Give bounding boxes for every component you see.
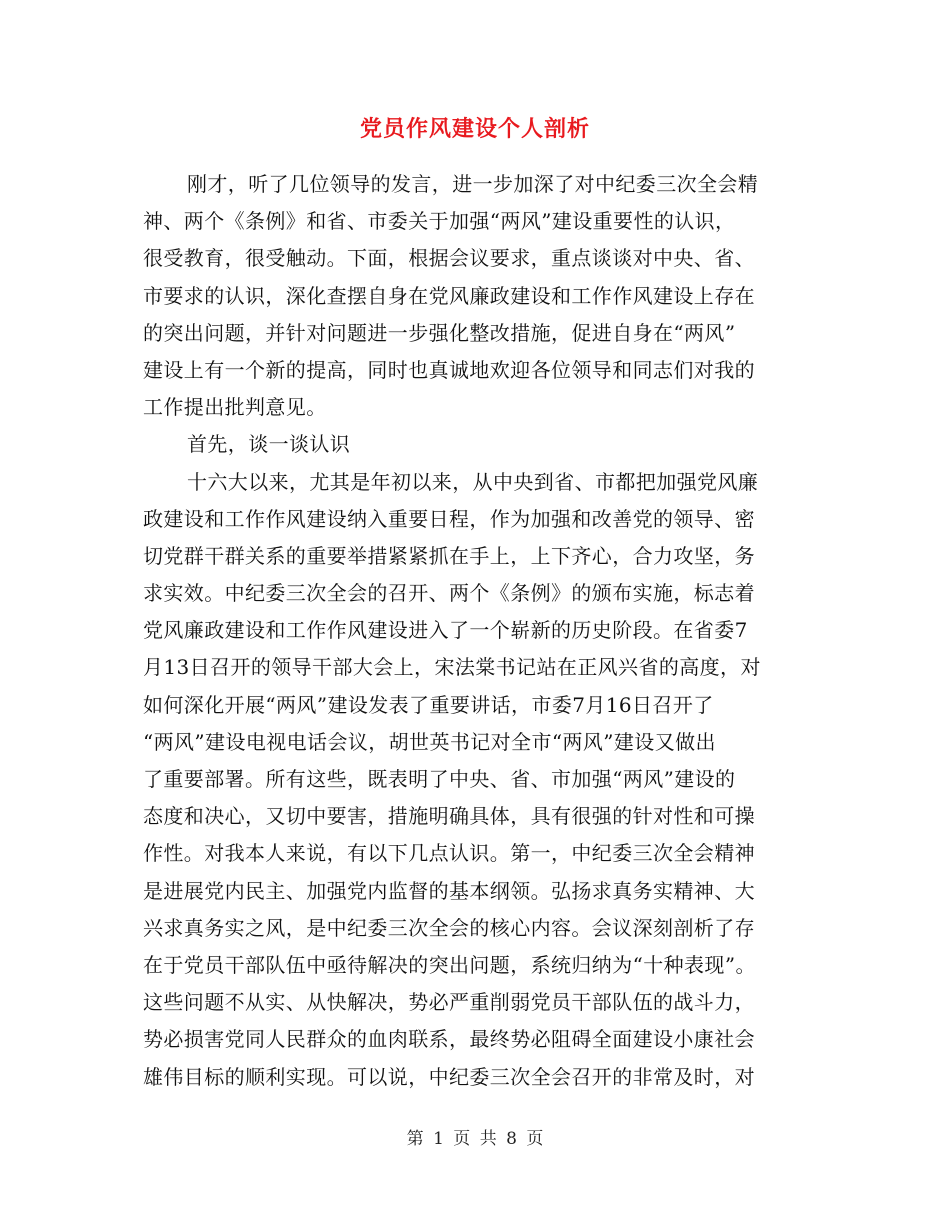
paragraph-line: 党风廉政建设和工作作风建设进入了一个崭新的历史阶段。在省委7: [143, 618, 748, 643]
paragraph-line: 建设上有一个新的提高，同时也真诚地欢迎各位领导和同志们对我的: [143, 357, 755, 382]
paragraph-line: 刚才，听了几位领导的发言，进一步加深了对中纪委三次全会精: [187, 172, 759, 196]
paragraph-line: 很受教育，很受触动。下面，根据会议要求，重点谈谈对中央、省、: [143, 246, 755, 271]
paragraph-line: “两风”建设电视电话会议，胡世英书记对全市“两风”建设又做出: [143, 729, 716, 754]
paragraph-line: 雄伟目标的顺利实现。可以说，中纪委三次全会召开的非常及时，对: [143, 1064, 755, 1089]
paragraph-line: 态度和决心，又切中要害，措施明确具体，具有很强的针对性和可操: [143, 804, 755, 829]
page-number-footer: 第 1 页 共 8 页: [406, 1129, 544, 1149]
paragraph-line: 兴求真务实之风，是中纪委三次全会的核心内容。会议深刻剖析了存: [143, 915, 755, 940]
paragraph-line: 在于党员干部队伍中亟待解决的突出问题，系统归纳为“十种表现”。: [143, 952, 756, 977]
document-body: [143, 166, 808, 1096]
paragraph-line: 的突出问题，并针对问题进一步强化整改措施，促进自身在“两风”: [143, 320, 736, 345]
paragraph-line: 市要求的认识，深化查摆自身在党风廉政建设和工作作风建设上存在: [143, 283, 755, 308]
paragraph-line: 十六大以来，尤其是年初以来，从中央到省、市都把加强党风廉: [187, 469, 759, 494]
paragraph-line: 月13日召开的领导干部大会上，宋法棠书记站在正风兴省的高度，对: [143, 655, 761, 680]
paragraph-line: 求实效。中纪委三次全会的召开、两个《条例》的颁布实施，标志着: [143, 581, 755, 606]
paragraph-line: 工作提出批判意见。: [143, 395, 327, 420]
paragraph-line: 这些问题不从实、从快解决，势必严重削弱党员干部队伍的战斗力，: [143, 990, 755, 1015]
paragraph-line: 政建设和工作作风建设纳入重要日程，作为加强和改善党的领导、密: [143, 506, 755, 531]
paragraph-line: 势必损害党同人民群众的血肉联系，最终势必阻碍全面建设小康社会: [143, 1027, 755, 1052]
section-heading: 首先，谈一谈认识: [187, 432, 351, 457]
document-title: 党员作风建设个人剖析: [359, 116, 590, 142]
paragraph-line: 神、两个《条例》和省、市委关于加强“两风”建设重要性的认识，: [143, 209, 736, 234]
paragraph-line: 切党群干群关系的重要举措紧紧抓在手上，上下齐心，合力攻坚，务: [143, 543, 755, 568]
paragraph-line: 作性。对我本人来说，有以下几点认识。第一，中纪委三次全会精神: [143, 841, 755, 866]
paragraph-line: 如何深化开展“两风”建设发表了重要讲话，市委7月16日召开了: [143, 692, 714, 717]
paragraph-line: 是进展党内民主、加强党内监督的基本纲领。弘扬求真务实精神、大: [143, 878, 755, 903]
paragraph-line: 了重要部署。所有这些，既表明了中央、省、市加强“两风”建设的: [143, 767, 736, 791]
